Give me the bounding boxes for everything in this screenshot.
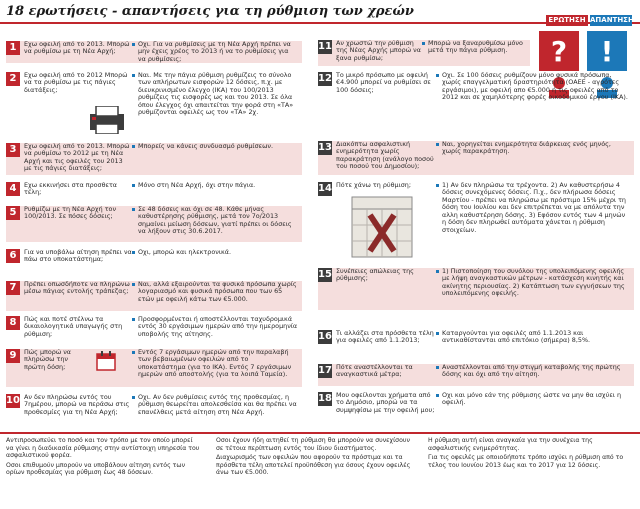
qa-item-4 [6, 182, 302, 198]
qa-item-8 [6, 316, 302, 346]
answer-bullet [436, 143, 439, 146]
answer-bullet [132, 283, 135, 286]
item-number: 9 [6, 349, 20, 363]
qa-item-2 [6, 72, 302, 134]
answer-bullet [132, 351, 135, 354]
note-paragraph: Για τις οφειλές με οποιοδήποτε τρόπο ισχύει η ρύθμιση από το τέλος του Ιουνίου 2013 έως και το 2017 για 12 δόσεις. [428, 454, 624, 469]
crossed-calendar-icon [350, 195, 414, 259]
answer-text: Ναι. Με την πάγια ρύθμιση ρυθμίζεις το σύνολο των απλήρωτων εισφορών 12 δόσεις, π.χ. με διευκρινισμένο έλεγχο (ΙΚΑ) του 100/2013 ρυθμίζεις τις εισφορές ως και του 2013. Σε όλα όπου έλεγχος όχι απαιτείται την φορά στη «ΤΑ» ρυθμίζονται οφειλές ως τον «ΤΑ» 2χ. [138, 71, 294, 117]
answer-bullet [132, 43, 135, 46]
qa-item-15 [318, 268, 634, 310]
bottom-divider [0, 432, 640, 434]
answer-bullet [132, 74, 135, 77]
note-paragraph: Η ρύθμιση αυτή είναι αναγκαία για την συνέχεια της ασφαλιστικής ενημερότητας. [428, 437, 593, 452]
bottom-note-2 [216, 437, 412, 479]
note-paragraph: Διαχωρισμός των οφειλών που αφορούν τα πρόστιμα και τα πρόσθετα τέλη αποτελεί προϋπόθεση για όσους έχουν οφειλές άνω των €5.000. [216, 454, 411, 477]
qa-item-16 [318, 330, 634, 358]
calendar-icon [96, 351, 116, 371]
item-number: 2 [6, 72, 20, 86]
answer-bullet [132, 318, 135, 321]
question-text: Πρέπει οπωσδήποτε να πληρώνω μέσω πάγιας εντολής τράπεζας; [24, 280, 130, 296]
qa-item-14 [318, 182, 634, 270]
item-number: 15 [318, 269, 332, 280]
bottom-note-1 [6, 437, 200, 479]
answer-text: Σε 48 δόσεις και όχι σε 48. Κάθε μήνας καθυστέρησης ρύθμισης, μετά τον 7ο/2013 σημαίνει μείωση δόσεων, γιατί πρέπει οι δόσεις να λήξουν στις 30.6.2017. [138, 205, 292, 236]
qa-item-1 [6, 41, 302, 63]
question-text: Πότε χάνω τη ρύθμιση; [336, 181, 411, 189]
item-number: 3 [6, 143, 20, 157]
answer-bullet [436, 394, 439, 397]
note-paragraph: Οσοι επιθυμούν μπορούν να υποβάλουν αίτηση εντός των ορίων προθεσμίας για ρύθμιση έως 48 δόσεων. [6, 461, 186, 477]
item-number: 7 [6, 281, 20, 295]
qa-item-10 [6, 394, 302, 430]
question-text: Διακόπτω ασφαλιστική ενημερότητα χωρίς παρακράτηση (ανάλογο ποσού του ποσού του Δημοσίου); [336, 140, 434, 171]
qa-item-9 [6, 349, 302, 387]
item-number: 6 [6, 249, 20, 263]
question-block [336, 182, 436, 268]
item-number: 11 [318, 41, 332, 52]
qa-item-13 [318, 141, 634, 175]
item-number: 10 [6, 395, 20, 406]
qa-item-5 [6, 206, 302, 242]
answer-text: Οχι και μόνο εάν της ρύθμισης ώστε να μην θα ισχύει η οφειλή. [442, 391, 622, 407]
question-text: Εχω εκκινήσει στα προσθετα τέλη; [24, 181, 118, 197]
answer-text: Μπορώ να ξαναρυθμίσω μόνο μετά την πάγια ρύθμιση. [428, 39, 523, 55]
answer-text: Μπορείς να κάνεις συνδυασμό ρυθμίσεων. [138, 142, 274, 150]
question-text: Πώς μπορώ να πληρώσω την πρώτη δόση; [24, 348, 71, 371]
answer-text: Μόνο στη Νέα Αρχή, όχι στην πάγια. [138, 181, 256, 189]
question-text: Για να υποβάλω αίτηση πρέπει να πάω στο υποκατάστημα; [24, 248, 132, 264]
bottom-note-3 [428, 437, 632, 471]
note-paragraph: Αντιπροσωπεύει το ποσό και τον τρόπο με τον οποίο μπορεί να γίνει η διαδικασία ρύθμισης στην αντίστοιχη υπηρεσία του ασφαλιστικού φορέα. [6, 437, 200, 460]
item-number: 1 [6, 41, 20, 55]
answer-text: Προσφορμένεται ή αποστέλλονται ταχυδρομικά εντός 30 εργάσιμων ημερών από την ημερομηνία υποβολής της αίτησης. [138, 315, 298, 338]
question-text: Συνέπειες απώλειας της ρύθμισης; [336, 267, 414, 283]
answer-bullet [132, 208, 135, 211]
answer-text: Καταργούνται για οφειλές από 1.1.2013 και αντικαθίστανται από επιτόκιο (σήμερα) 8,5%. [442, 329, 591, 345]
answer-text: Οχι. Σε 100 δόσεις ρυθμίζουν μόνο φυσικά πρόσωπα, χωρίς επαγγελματική δραστηριότητα (ΟΑΕΕ - αγρότες εργάσιμοι), με οφειλή απο €5.000 ή τις οφειλές από το 2012 και σε χαμηλότερης φορές οικοδομικού έργου (ΙΚΑ). [442, 71, 628, 102]
question-text: Αν χρωστώ την ρύθμιση της Νέας Αρχής μπορώ να ξανα ρυθμίσω; [336, 39, 421, 62]
answer-label: ΑΠΑΝΤΗΣΗ [590, 16, 634, 24]
item-number: 8 [6, 316, 20, 330]
answer-bullet [436, 74, 439, 77]
printer-icon [86, 106, 128, 134]
note-paragraph: Οσοι έχουν ήδη αιτηθεί τη ρύθμιση θα μπορούν να συνεχίσουν σε τέτοια περίπτωση εντός του ίδιου διαστήματος. [216, 437, 410, 452]
qa-item-3 [6, 143, 302, 175]
svg-text:?: ? [550, 35, 568, 68]
answer-bullet [132, 184, 135, 187]
question-text: Αν δεν πληρώσω εντός του 7ημέρου, μπορώ να περάσω στις προθεσμίες για τη Νέα Αρχή; [24, 393, 130, 416]
answer-bullet [132, 145, 135, 148]
svg-text:!: ! [600, 35, 614, 68]
item-number: 14 [318, 183, 332, 194]
answer-bullet [422, 42, 425, 45]
answer-text: Οχι. Αν δεν ρυθμίσεις εντός της προθεσμίας, η ρύθμιση θεωρείται απολεσθείσα και θα πρέπει να επανέλθεις μετά αίτηση στη Νέα Αρχή. [138, 393, 297, 416]
question-text: Μου οφείλονται χρήματα από το Δημόσιο, μπορώ να τα συμψηφίσω με την οφειλή μου; [336, 391, 435, 414]
item-number: 17 [318, 365, 332, 376]
question-text: Πώς και ποτέ στέλνω τα δικαιολογητικά υπαγωγής στη ρύθμιση; [24, 315, 123, 338]
answer-text: 1) Αν δεν πληρώσω τα τρέχοντα. 2) Αν καθυστερήσω 4 δόσεις συνεχόμενες δόσεις. Π.χ., δεν πλήρωσα δόσεις Μαρτίου - πρέπει να πληρώσω με πρόστιμο 15% μέχρι τη δόση του Ιουλίου και δεν επιτρέπεται να με απόλυτα την αλλη καθυστέρηση δόσης. 3) Εφόσον εντός των 4 μηνών η δόση δεν πληρωθεί αυτόματα χάνεται η ρύθμιση στοιχείων. [442, 181, 626, 234]
item-number: 13 [318, 142, 332, 153]
answer-text: Οχι. Για να ρυθμίσεις με τη Νέα Αρχή πρέπει να μην έχεις χρέος το 2013 ή να το ρυθμίσεις για να ρυθμίσεις; [138, 40, 291, 63]
answer-text: Αναστέλλονται από την στιγμή καταβολής της πρώτης δόσης και όχι από την αίτηση. [442, 363, 621, 379]
answer-text: Οχι, μπορώ και ηλεκτρονικά. [138, 248, 231, 256]
question-text: Εχω οφειλή από το 2013. Μπορώ να ρυθμίσω το 2012 με τη Νέα Αρχή και τις οφειλές του 2013 με τις πάγιες διατάξεις; [24, 142, 130, 173]
qa-item-12 [318, 72, 634, 134]
answer-text: Ναι, χορηγείται ενημερότητα διάρκειας ενός μηνός, χωρίς παρακράτηση. [442, 140, 611, 156]
answer-bullet [436, 332, 439, 335]
answer-bullet [132, 396, 135, 399]
answer-text: Ναι, αλλά εξαιρούνται τα φυσικά πρόσωπα χωρίς λογαριασμό και φυσικά πρόσωπα που των 65 ετών με οφειλή κάτω των €5.000. [138, 280, 297, 303]
qa-item-7 [6, 281, 302, 311]
item-number: 4 [6, 182, 20, 196]
item-number: 5 [6, 206, 20, 220]
answer-bullet [436, 366, 439, 369]
qa-item-18 [318, 392, 634, 426]
item-number: 12 [318, 73, 332, 84]
qa-item-17 [318, 364, 634, 386]
answer-text: Εντός 7 εργάσιμων ημερών από την παραλαβή των βεβαιωμένων οφειλών από το υποκατάστημα (για το ΙΚΑ). Εντός 7 εργάσιμων ημερών από αποστολής (για τα λοιπά Ταμεία). [138, 348, 292, 379]
answer-bullet [436, 184, 439, 187]
answer-bullet [436, 270, 439, 273]
question-label: ΕΡΩΤΗΣΗ [546, 15, 588, 26]
question-text: Τι αλλάζει στα πρόσθετα τέλη για οφειλές από 1.1.2013; [336, 329, 434, 345]
header-divider [0, 22, 640, 24]
question-text: Το μικρό πρόσωπο με οφειλή €4.900 μπορεί να ρυθμίσει σε 100 δόσεις; [336, 71, 431, 94]
page-title: 18 ερωτήσεις - απαντήσεις για τη ρύθμιση των χρεών [6, 4, 414, 19]
qa-item-6 [6, 249, 302, 273]
answer-text: 1) Πιστοποίηση του συνόλου της υπολειπόμενης οφειλής με λήψη αναγκαστικών μέτρων - κατάσχεση κινητής και ακίνητης περιουσίας. 2) Κατάπτωση των εγγυήσεων της υπολειπόμενης οφειλής. [442, 267, 625, 298]
qa-item-11 [318, 40, 530, 66]
question-text: Πότε αναστέλλονται τα αναγκαστικά μέτρα; [336, 363, 413, 379]
answer-bullet [132, 251, 135, 254]
item-number: 18 [318, 393, 332, 404]
question-text: Εχω οφειλή από το 2013. Μπορώ να ρυθμίσω με τη Νέα Αρχή; [24, 40, 130, 56]
item-number: 16 [318, 331, 332, 342]
question-text: Ρυθμίζω με τη Νέα Αρχή τον 100/2013. Σε πόσες δόσεις; [24, 205, 117, 221]
calendar-icon-slot [86, 349, 132, 385]
question-text: Εχω οφειλή από το 2012 Μπορώ να τα ρυθμίσω με τις πάγιες διατάξεις; [24, 71, 128, 94]
